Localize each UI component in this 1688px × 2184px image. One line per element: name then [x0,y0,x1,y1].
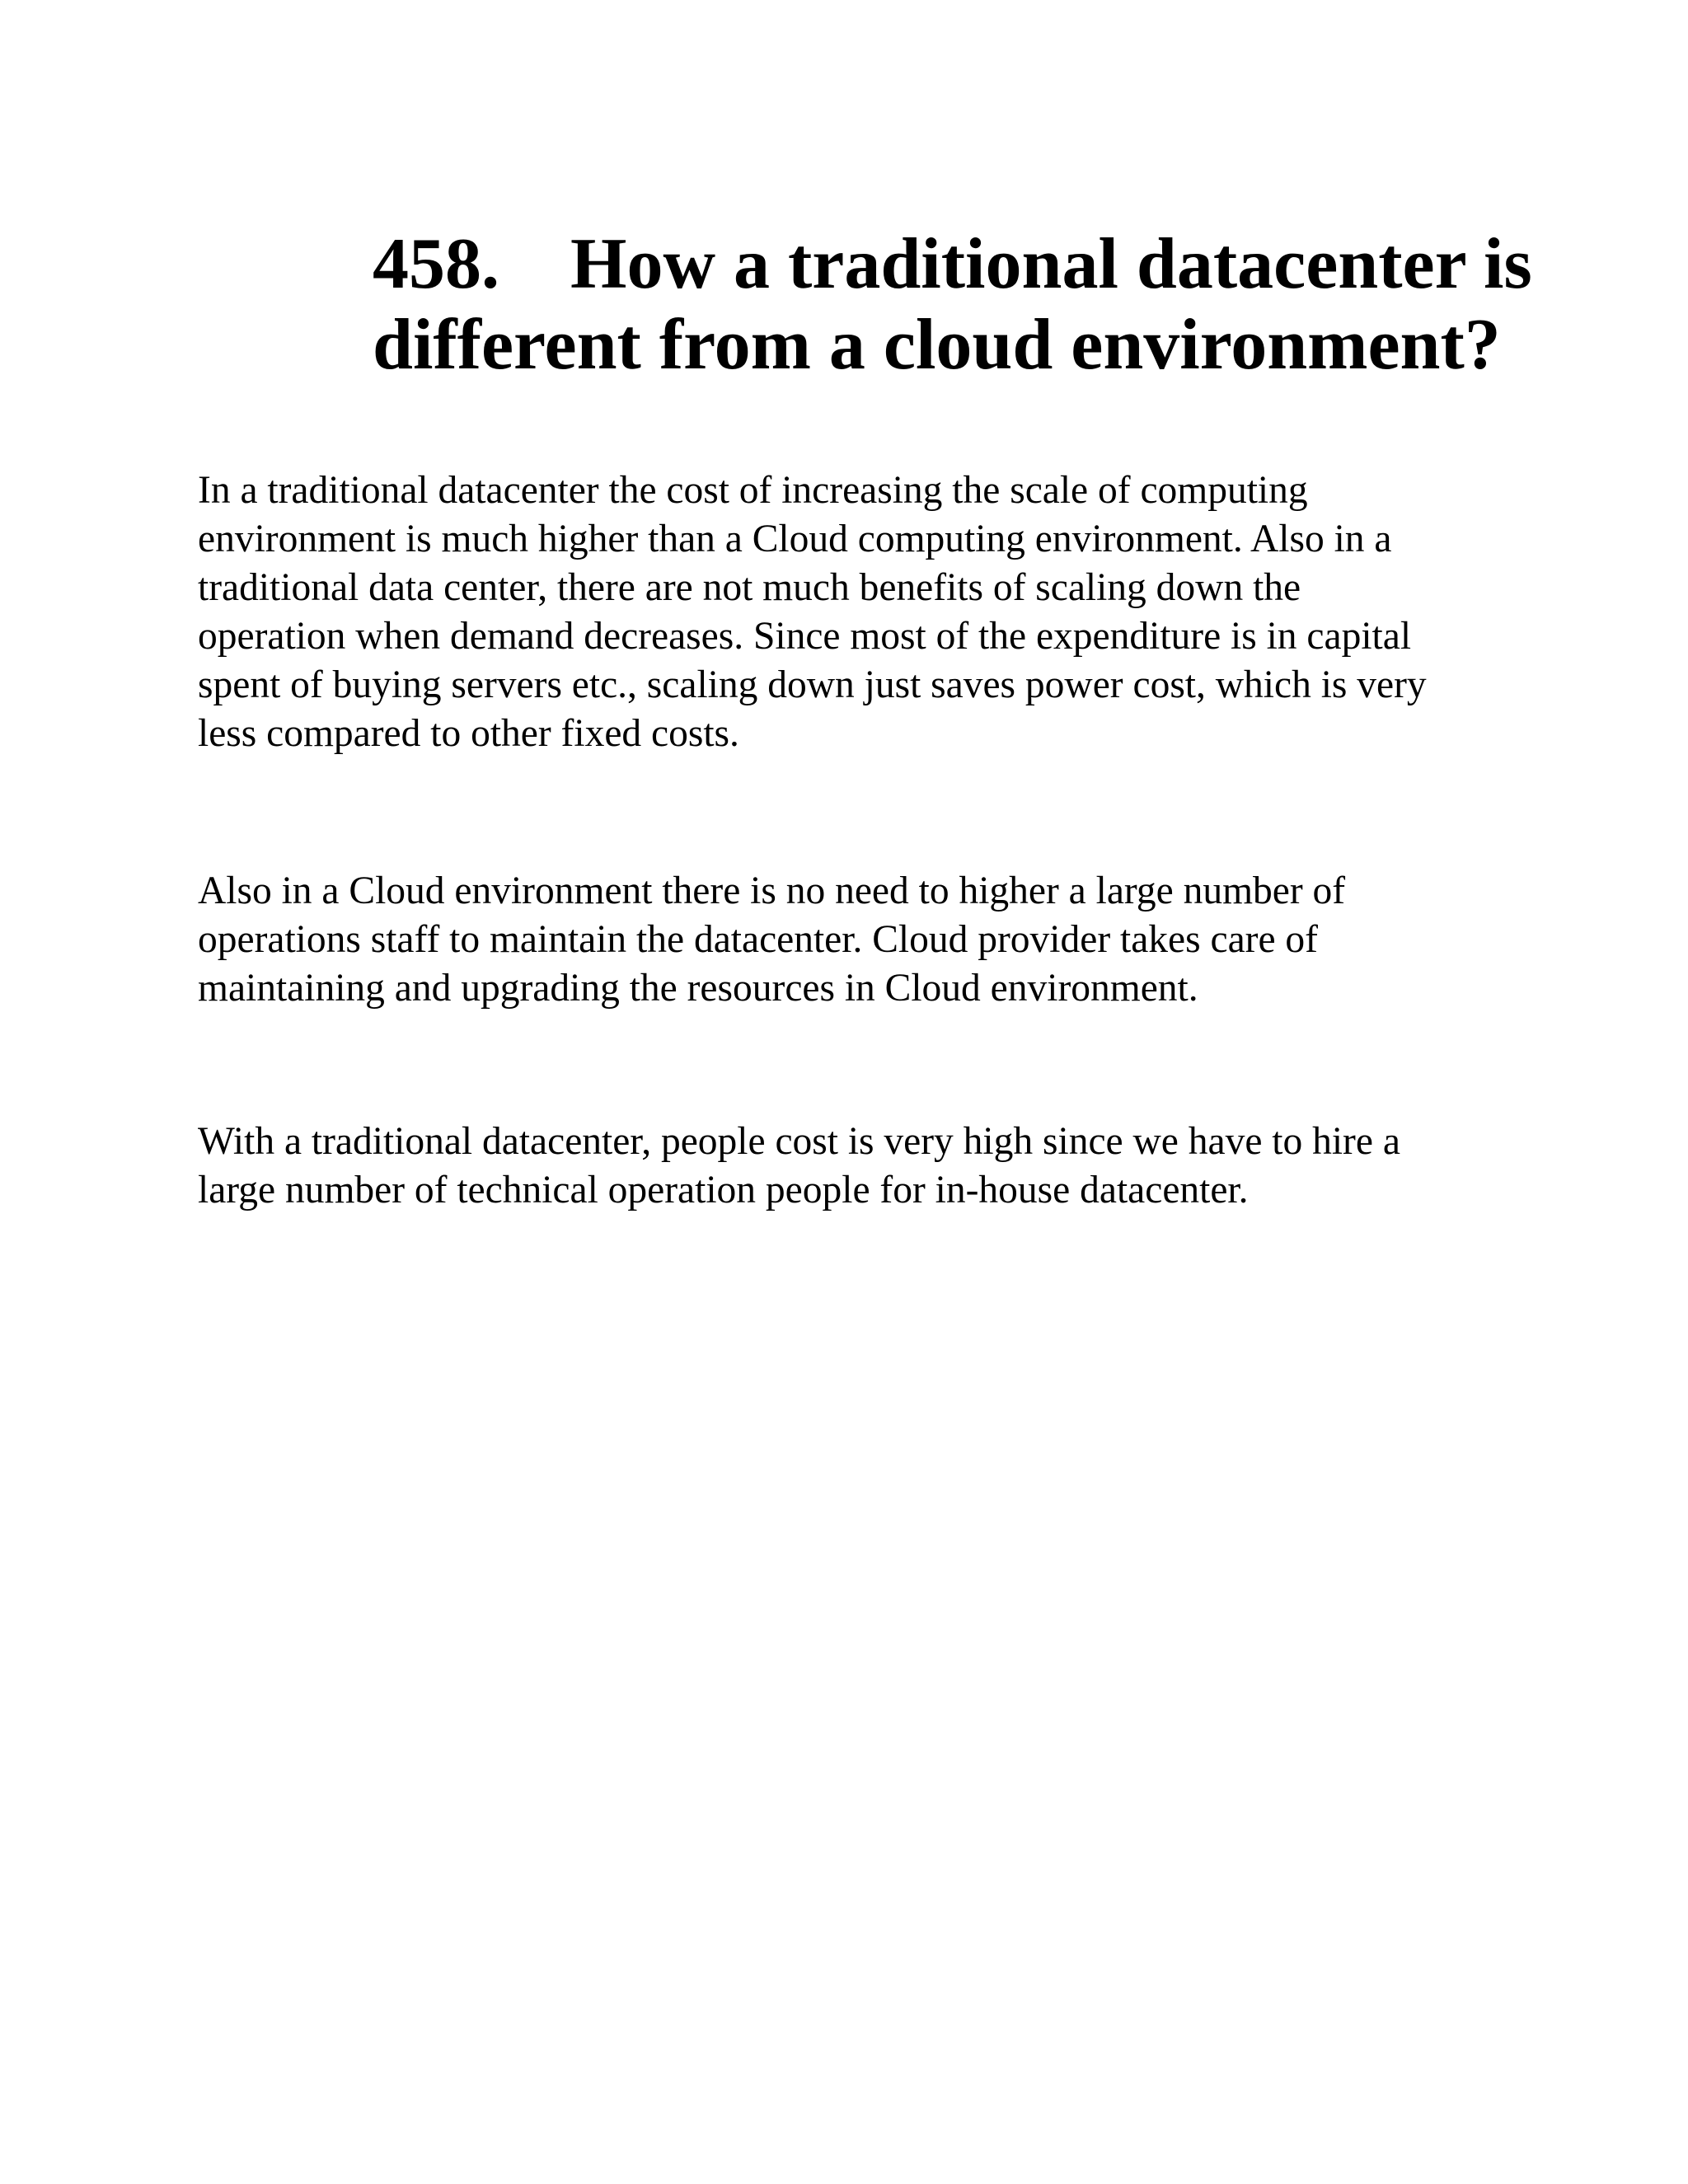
paragraph-line: With a traditional datacenter, people cost is very high since we have to hire a [198,1120,1400,1163]
paragraph-line: operations staff to maintain the datacenter. Cloud provider takes care of [198,918,1318,961]
question-heading [373,224,1532,386]
paragraph-line: traditional data center, there are not much benefits of scaling down the [198,566,1301,609]
paragraph-line: environment is much higher than a Cloud computing environment. Also in a [198,518,1392,560]
paragraph-line: Also in a Cloud environment there is no need to higher a large number of [198,869,1346,912]
paragraph-line: large number of technical operation people for in-house datacenter. [198,1169,1249,1212]
answer-paragraph-2 [198,867,1500,1013]
heading-line-1 [373,224,1532,305]
question-number: 458. [373,224,499,304]
paragraph-line: operation when demand decreases. Since most of the expenditure is in capital [198,615,1412,658]
paragraph-line: spent of buying servers etc., scaling down just saves power cost, which is very [198,663,1427,706]
paragraph-line: maintaining and upgrading the resources in Cloud environment. [198,967,1198,1010]
heading-text-1: How a traditional datacenter is [570,224,1532,304]
answer-paragraph-1 [198,466,1500,758]
heading-line-2: different from a cloud environment? [373,305,1501,385]
answer-paragraph-3 [198,1118,1500,1215]
paragraph-line: less compared to other fixed costs. [198,712,739,755]
paragraph-line: In a traditional datacenter the cost of increasing the scale of computing [198,469,1308,512]
